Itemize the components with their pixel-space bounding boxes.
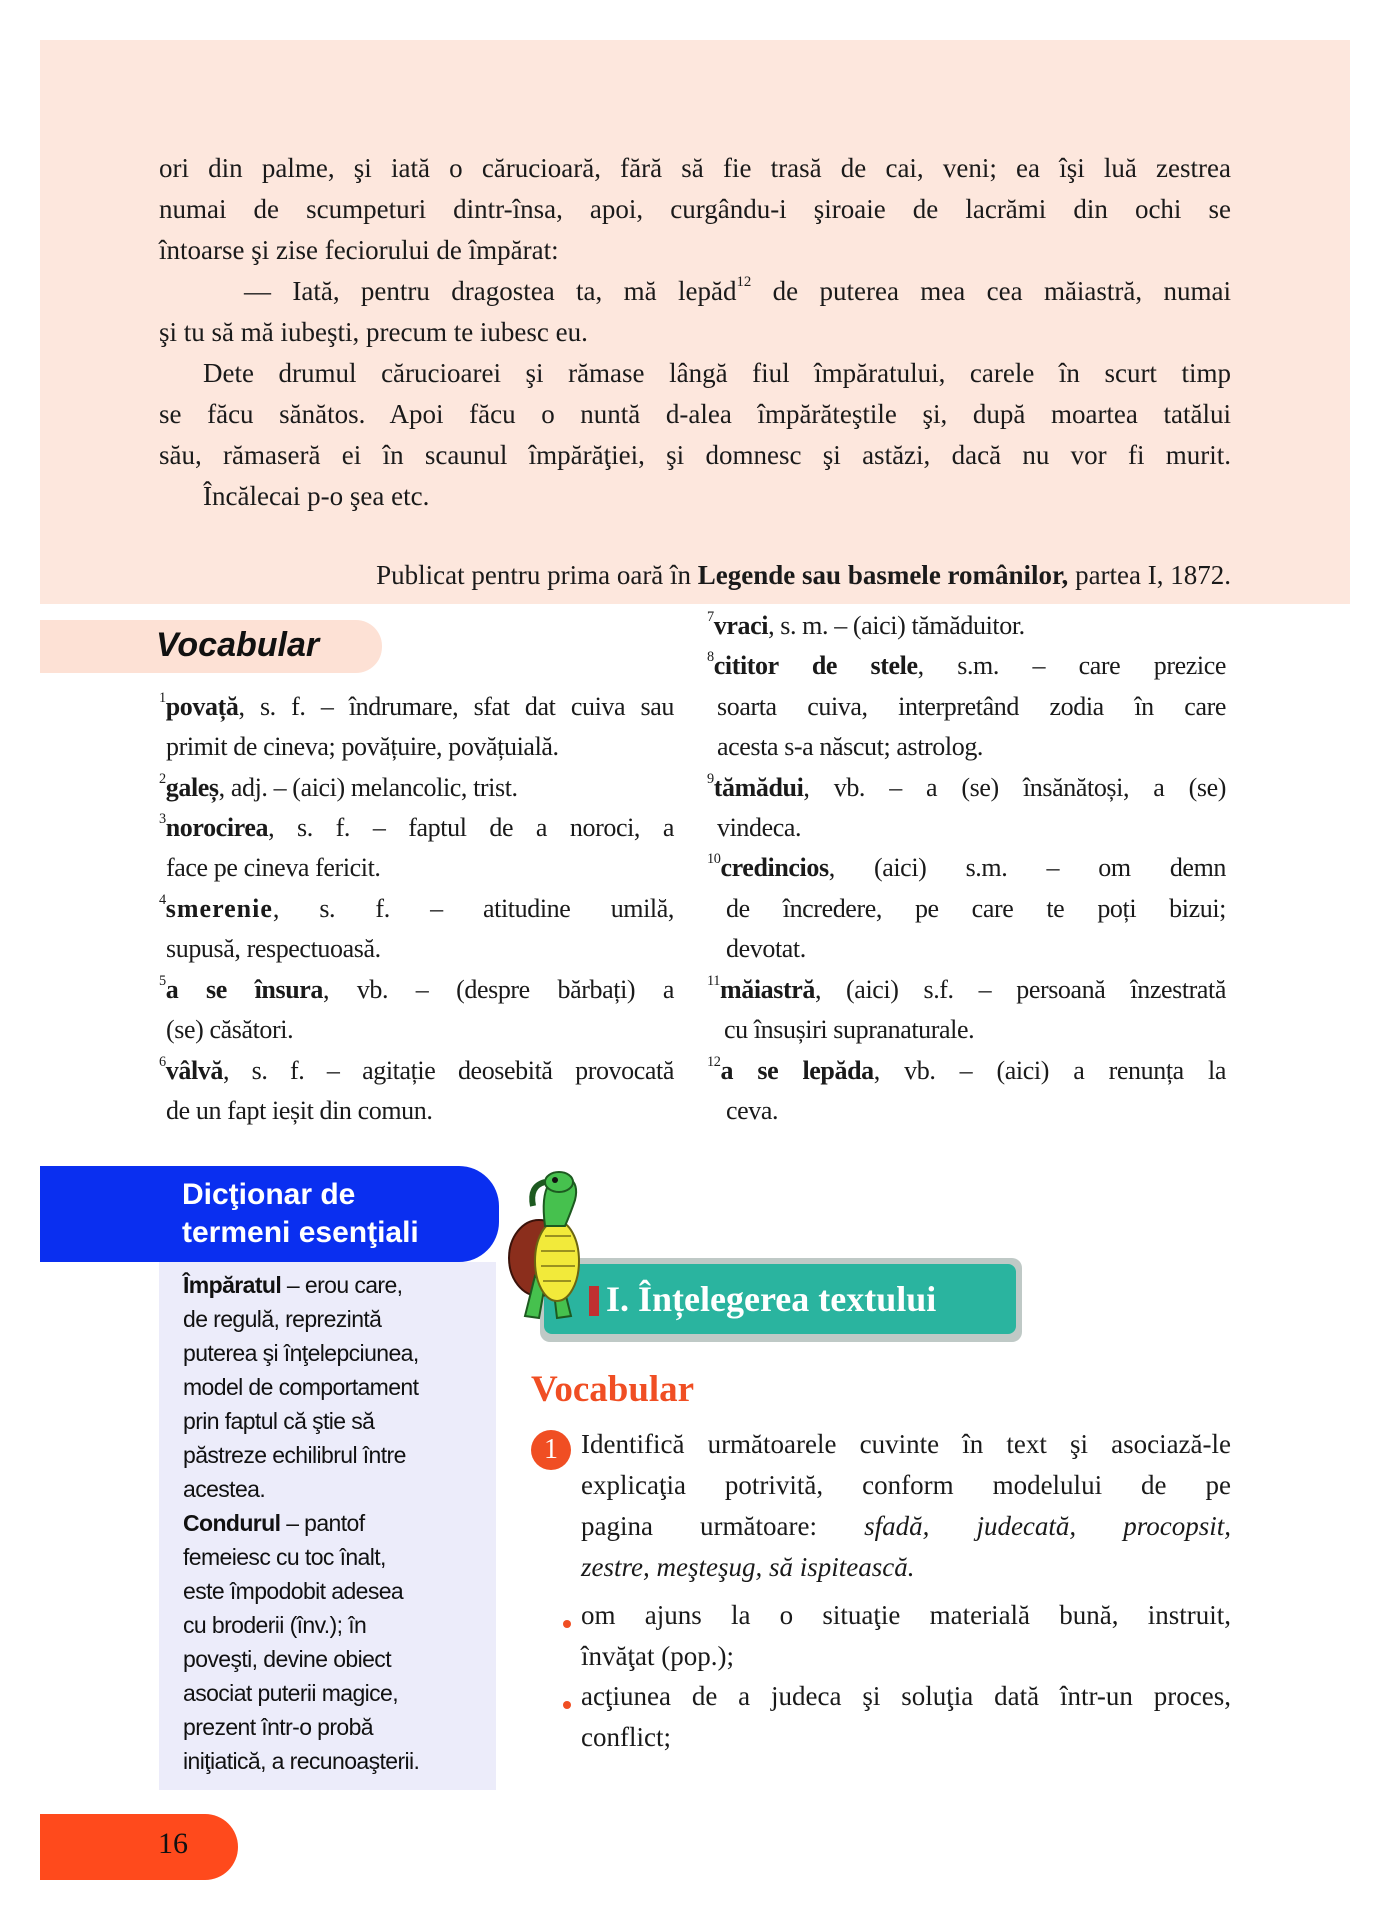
term: credincios <box>720 853 829 882</box>
vocab-def-cont: (se) căsători. <box>166 1015 294 1044</box>
dict-line: femeiesc cu toc înalt, <box>183 1544 386 1570</box>
def: , s.m. – care prezice <box>917 651 1227 680</box>
def: , vb. – (aici) a renunța la <box>873 1056 1227 1085</box>
vocab-entry <box>159 975 674 1015</box>
dict-line: iniţiatică, a recunoaşterii. <box>183 1748 420 1774</box>
dict-term: Condurul <box>183 1510 281 1536</box>
footnote-ref: 12 <box>736 274 752 290</box>
text: — Iată, pentru dragostea ta, mă lepăd <box>244 276 737 306</box>
section-banner <box>544 1264 1016 1334</box>
page-number: 16 <box>158 1827 188 1860</box>
vocab-def-cont: devotat. <box>726 934 806 963</box>
definition-item: acţiunea de a judeca şi soluţia dată într-un proces, <box>581 1681 1231 1711</box>
story-line: şi tu să mă iubeşti, precum te iubesc eu. <box>159 317 588 347</box>
def: , (aici) s.m. – om demn <box>828 853 1226 882</box>
vocabulary-heading: Vocabular <box>156 626 320 664</box>
dict-line: poveşti, devine obiect <box>183 1646 391 1672</box>
def: , vb. – a (se) însănătoși, a (se) <box>803 773 1226 802</box>
vocab-entry <box>707 611 1226 651</box>
num: 1 <box>159 690 166 706</box>
def: , s. f. – faptul de a noroci, a <box>268 813 674 842</box>
source-citation <box>159 560 1231 591</box>
text: – pantof <box>280 1510 365 1536</box>
vocab-entry <box>159 894 674 934</box>
text: Publicat pentru prima oară în <box>376 560 698 590</box>
term: a se lepăda <box>720 1056 874 1085</box>
story-line: Dete drumul cărucioarei şi rămase lângă fiul împăratului, carele în scurt timp <box>203 358 1231 388</box>
word-list: zestre, meşteşug, să ispitească. <box>581 1552 915 1582</box>
dictionary-title: termeni esenţiali <box>182 1216 419 1249</box>
vocab-def-cont: vindeca. <box>717 813 802 842</box>
vocab-def-cont: de un fapt ieșit din comun. <box>166 1096 433 1125</box>
text: de puterea mea cea măiastră, numai <box>751 276 1231 306</box>
num: 9 <box>707 771 714 787</box>
exercise-line <box>581 1552 1231 1592</box>
dictionary-box <box>159 1262 496 1790</box>
vocab-def-cont: face pe cineva fericit. <box>166 853 381 882</box>
num: 11 <box>707 973 720 989</box>
num: 10 <box>707 851 721 867</box>
vocab-entry <box>159 813 674 853</box>
vocab-def-cont: acesta s-a născut; astrolog. <box>717 732 984 761</box>
term: povață <box>165 692 239 721</box>
term: a se însura <box>165 975 324 1004</box>
dict-line: puterea şi înţelepciunea, <box>183 1340 419 1366</box>
vocab-entry <box>159 692 674 732</box>
vocab-entry <box>707 853 1226 893</box>
num: 6 <box>159 1054 166 1070</box>
def: , s. m. – (aici) tămăduitor. <box>768 611 1025 640</box>
term: vraci <box>713 611 769 640</box>
vocab-def-cont: soarta cuiva, interpretând zodia în care <box>717 692 1226 721</box>
vocab-def-cont: primit de cineva; povățuire, povățuială. <box>166 732 559 761</box>
term: măiastră <box>719 975 815 1004</box>
term: norocirea <box>165 813 269 842</box>
term: cititor de stele <box>713 651 918 680</box>
vocabulary-tab <box>40 620 382 673</box>
dict-line: asociat puterii magice, <box>183 1680 399 1706</box>
def: , adj. – (aici) melancolic, trist. <box>218 773 518 802</box>
num: 5 <box>159 973 166 989</box>
vocab-def-cont: cu însușiri supranaturale. <box>724 1015 975 1044</box>
dict-line: acestea. <box>183 1476 266 1502</box>
book-title: Legende sau basmele românilor, <box>697 560 1069 590</box>
vocab-entry <box>159 1056 674 1096</box>
exercise-number-badge: 1 <box>531 1430 571 1470</box>
text: pagina următoare: <box>581 1511 865 1541</box>
dict-term: Împăratul <box>183 1272 282 1298</box>
exercise-line: explicaţia potrivită, conform modelului de pe <box>581 1470 1231 1500</box>
num: 2 <box>159 771 166 787</box>
word-list: sfadă, judecată, procopsit, <box>864 1511 1231 1541</box>
term: tămădui <box>713 773 804 802</box>
vocab-entry <box>707 975 1226 1015</box>
def: , s. f. – agitație deosebită provocată <box>222 1056 674 1085</box>
dict-line <box>183 1272 402 1299</box>
story-line: întoarse şi zise feciorului de împărat: <box>159 235 559 265</box>
vocab-def-cont: ceva. <box>726 1096 779 1125</box>
num: 12 <box>707 1054 721 1070</box>
exercise-heading: Vocabular <box>531 1369 695 1410</box>
def: , vb. – (despre bărbați) a <box>323 975 675 1004</box>
page-number-tab <box>40 1814 238 1880</box>
story-line <box>244 276 1231 316</box>
dict-line: prezent într-o probă <box>183 1714 374 1740</box>
vocab-def-cont: supusă, respectuoasă. <box>166 934 381 963</box>
dict-line: cu broderii (înv.); în <box>183 1612 367 1638</box>
turtle-mascot-icon <box>505 1166 605 1338</box>
bullet-icon <box>563 1701 571 1709</box>
dict-line: păstreze echilibrul între <box>183 1442 406 1468</box>
term: smerenie <box>165 894 273 923</box>
dict-line: model de comportament <box>183 1374 419 1400</box>
section-title: I. Înțelegerea textului <box>606 1279 937 1319</box>
exercise-line: Identifică următoarele cuvinte în text şi asociază-le <box>581 1429 1231 1459</box>
dictionary-header <box>40 1166 499 1262</box>
term: galeș <box>165 773 219 802</box>
term: vâlvă <box>165 1056 223 1085</box>
num: 7 <box>707 609 714 625</box>
exercise-line <box>581 1511 1231 1551</box>
dictionary-title: Dicţionar de <box>182 1178 356 1211</box>
story-line: numai de scumpeturi dintr-însa, apoi, curgându-i şiroaie de lacrămi din ochi se <box>159 194 1231 224</box>
vocab-entry <box>707 1056 1226 1096</box>
dict-line: prin faptul că ştie să <box>183 1408 375 1434</box>
story-line: Încălecai p-o şea etc. <box>203 481 430 511</box>
vocab-entry <box>159 773 674 813</box>
bullet-icon <box>563 1620 571 1628</box>
vocab-entry <box>707 773 1226 813</box>
def: , s. f. – îndrumare, sfat dat cuiva sau <box>238 692 674 721</box>
definition-item: om ajuns la o situaţie materială bună, instruit, <box>581 1600 1231 1630</box>
dict-line <box>183 1510 365 1537</box>
story-line: ori din palme, şi iată o cărucioară, fără să fie trasă de cai, veni; ea îşi luă zestrea <box>159 153 1231 183</box>
num: 3 <box>159 811 166 827</box>
definition-item: învăţat (pop.); <box>581 1641 734 1671</box>
definition-item: conflict; <box>581 1722 671 1752</box>
num: 4 <box>159 892 166 908</box>
story-line: se făcu sănătos. Apoi făcu o nuntă d-alea împărăteştile şi, după moartea tatălui <box>159 399 1231 429</box>
def: , (aici) s.f. – persoană înzestrată <box>814 975 1226 1004</box>
dict-line: este împodobit adesea <box>183 1578 404 1604</box>
dict-line: de regulă, reprezintă <box>183 1306 382 1332</box>
text: – erou care, <box>281 1272 403 1298</box>
story-line: său, rămaseră ei în scaunul împărăţiei, şi domnesc şi astăzi, dacă nu vor fi murit. <box>159 440 1231 470</box>
text: partea I, 1872. <box>1068 560 1231 590</box>
vocab-entry <box>707 651 1226 691</box>
vocab-def-cont: de încredere, pe care te poți bizui; <box>726 894 1226 923</box>
num: 8 <box>707 649 714 665</box>
def: , s. f. – atitudine umilă, <box>272 894 674 923</box>
